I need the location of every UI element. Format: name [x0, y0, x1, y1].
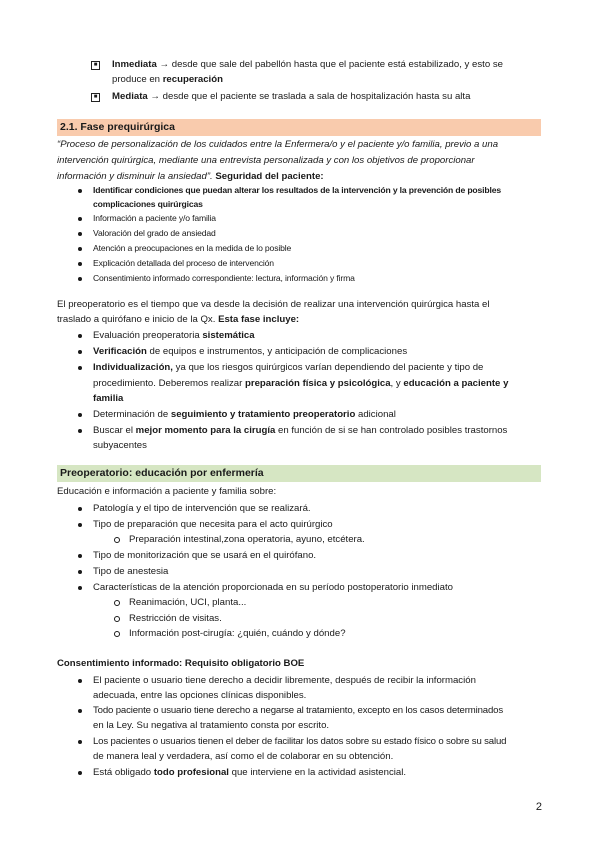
bullet-dot-icon [78, 232, 82, 236]
edu-item-2-sub: Preparación intestinal,zona operatoria, ayuno, etcétera. [129, 534, 365, 545]
edu-item-5-sub-1: Reanimación, UCI, planta... [129, 597, 247, 608]
safety-item-4: Atención a preocupaciones en la medida de lo posible [93, 243, 292, 253]
bullet-dot-icon [78, 507, 82, 511]
preop-para-line-1: El preoperatorio es el tiempo que va desde la decisión de realizar una intervención quirúrgica hasta el [57, 299, 490, 310]
edu-item-4: Tipo de anestesia [93, 566, 169, 577]
consent-item-1-cont: adecuada, entre las opciones clínicas disponibles. [93, 690, 307, 701]
preop-item-3-cont2: familia [93, 393, 124, 404]
preop-item-5-cont: subyacentes [93, 440, 147, 451]
bullet-dot-icon [78, 189, 82, 193]
edu-item-2: Tipo de preparación que necesita para el acto quirúrgico [93, 519, 333, 530]
bullet-dot-icon [78, 350, 82, 354]
edu-item-3: Tipo de monitorización que se usará en el quirófano. [93, 550, 317, 561]
bullet-dot-icon [78, 429, 82, 433]
quote-line-1: “Proceso de personalización de los cuidados entre la Enfermera/o y el paciente y/o familia, previo a una [57, 139, 499, 150]
bullet-dot-icon [78, 554, 82, 558]
bullet-dot-icon [78, 366, 82, 370]
preop-item-3-cont: procedimiento. Deberemos realizar preparación física y psicológica, y educación a paciente y [93, 378, 509, 389]
edu-item-1: Patología y el tipo de intervención que se realizará. [93, 503, 311, 514]
consent-item-4: Está obligado todo profesional que interviene en la actividad asistencial. [93, 767, 407, 778]
consent-item-2-cont: en la Ley. Su negativa al tratamiento consta por escrito. [93, 720, 330, 731]
sub-bullet-ring-icon [114, 631, 120, 637]
preop-item-2: Verificación de equipos e instrumentos, y anticipación de complicaciones [93, 346, 408, 357]
bullet-dot-icon [78, 217, 82, 221]
bullet-inmediata: Inmediata → desde que sale del pabellón hasta que el paciente está estabilizado, y esto se [112, 59, 503, 70]
edu-item-5: Características de la atención proporcionada en su período postoperatorio inmediato [93, 582, 453, 593]
checkbox-bullet-icon: ■ [91, 93, 100, 102]
quote-line-2: intervención quirúrgica, mediante una entrevista personalizada y con los objetivos de proporcionar [57, 155, 475, 166]
section-title-educacion: Preoperatorio: educación por enfermería [60, 467, 264, 479]
section-title-fase-prequirurgica: 2.1. Fase prequirúrgica [60, 121, 175, 133]
consent-item-1: El paciente o usuario tiene derecho a decidir libremente, después de recibir la información [93, 675, 476, 686]
bullet-dot-icon [78, 523, 82, 527]
safety-item-5: Explicación detallada del proceso de intervención [93, 258, 274, 268]
consent-item-3: Los pacientes o usuarios tienen el deber de facilitar los datos sobre su estado físico o sobre su salud [93, 736, 507, 747]
bullet-dot-icon [78, 679, 82, 683]
page-number: 2 [535, 801, 542, 813]
sub-bullet-ring-icon [114, 537, 120, 543]
preop-item-3: Individualización, ya que los riesgos quirúrgicos varían dependiendo del paciente y tipo de [93, 362, 484, 373]
safety-item-1: Identificar condiciones que puedan alterar los resultados de la intervención y la prevención de posibles [93, 185, 501, 195]
bullet-dot-icon [78, 413, 82, 417]
checkbox-bullet-icon: ■ [91, 61, 100, 70]
safety-item-2: Información a paciente y/o familia [93, 213, 216, 223]
preop-item-4: Determinación de seguimiento y tratamiento preoperatorio adicional [93, 409, 396, 420]
bullet-dot-icon [78, 586, 82, 590]
bullet-dot-icon [78, 247, 82, 251]
bullet-dot-icon [78, 262, 82, 266]
bullet-inmediata-cont: produce en recuperación [112, 74, 223, 85]
edu-item-5-sub-2: Restricción de visitas. [129, 613, 222, 624]
safety-item-3: Valoración del grado de ansiedad [93, 228, 216, 238]
edu-item-5-sub-3: Información post-cirugía: ¿quién, cuándo y dónde? [129, 628, 346, 639]
consent-title: Consentimiento informado: Requisito obligatorio BOE [57, 658, 305, 669]
sub-bullet-ring-icon [114, 600, 120, 606]
consent-item-3-cont: de manera leal y verdadera, así como el de colaborar en su obtención. [93, 751, 394, 762]
bullet-dot-icon [78, 277, 82, 281]
preop-item-1: Evaluación preoperatoria sistemática [93, 330, 255, 341]
arrow-icon: → [150, 91, 160, 102]
bullet-dot-icon [78, 334, 82, 338]
bullet-mediata: Mediata → desde que el paciente se traslada a sala de hospitalización hasta su alta [112, 91, 471, 102]
consent-item-2: Todo paciente o usuario tiene derecho a negarse al tratamiento, excepto en los casos determinados [93, 705, 503, 716]
bullet-dot-icon [78, 570, 82, 574]
bullet-dot-icon [78, 740, 82, 744]
safety-item-6: Consentimiento informado correspondiente: lectura, información y firma [93, 273, 355, 283]
bullet-dot-icon [78, 709, 82, 713]
quote-line-3: información y disminuir la ansiedad”. Seguridad del paciente: [57, 171, 324, 182]
sub-bullet-ring-icon [114, 616, 120, 622]
preop-item-5: Buscar el mejor momento para la cirugía en función de si se han controlado posibles trastornos [93, 425, 508, 436]
edu-intro: Educación e información a paciente y familia sobre: [57, 486, 277, 497]
preop-para-line-2: traslado a quirófano e inicio de la Qx. Esta fase incluye: [57, 314, 300, 325]
arrow-icon: → [159, 59, 170, 70]
safety-item-1-cont: complicaciones quirúrgicas [93, 199, 203, 209]
bullet-dot-icon [78, 771, 82, 775]
